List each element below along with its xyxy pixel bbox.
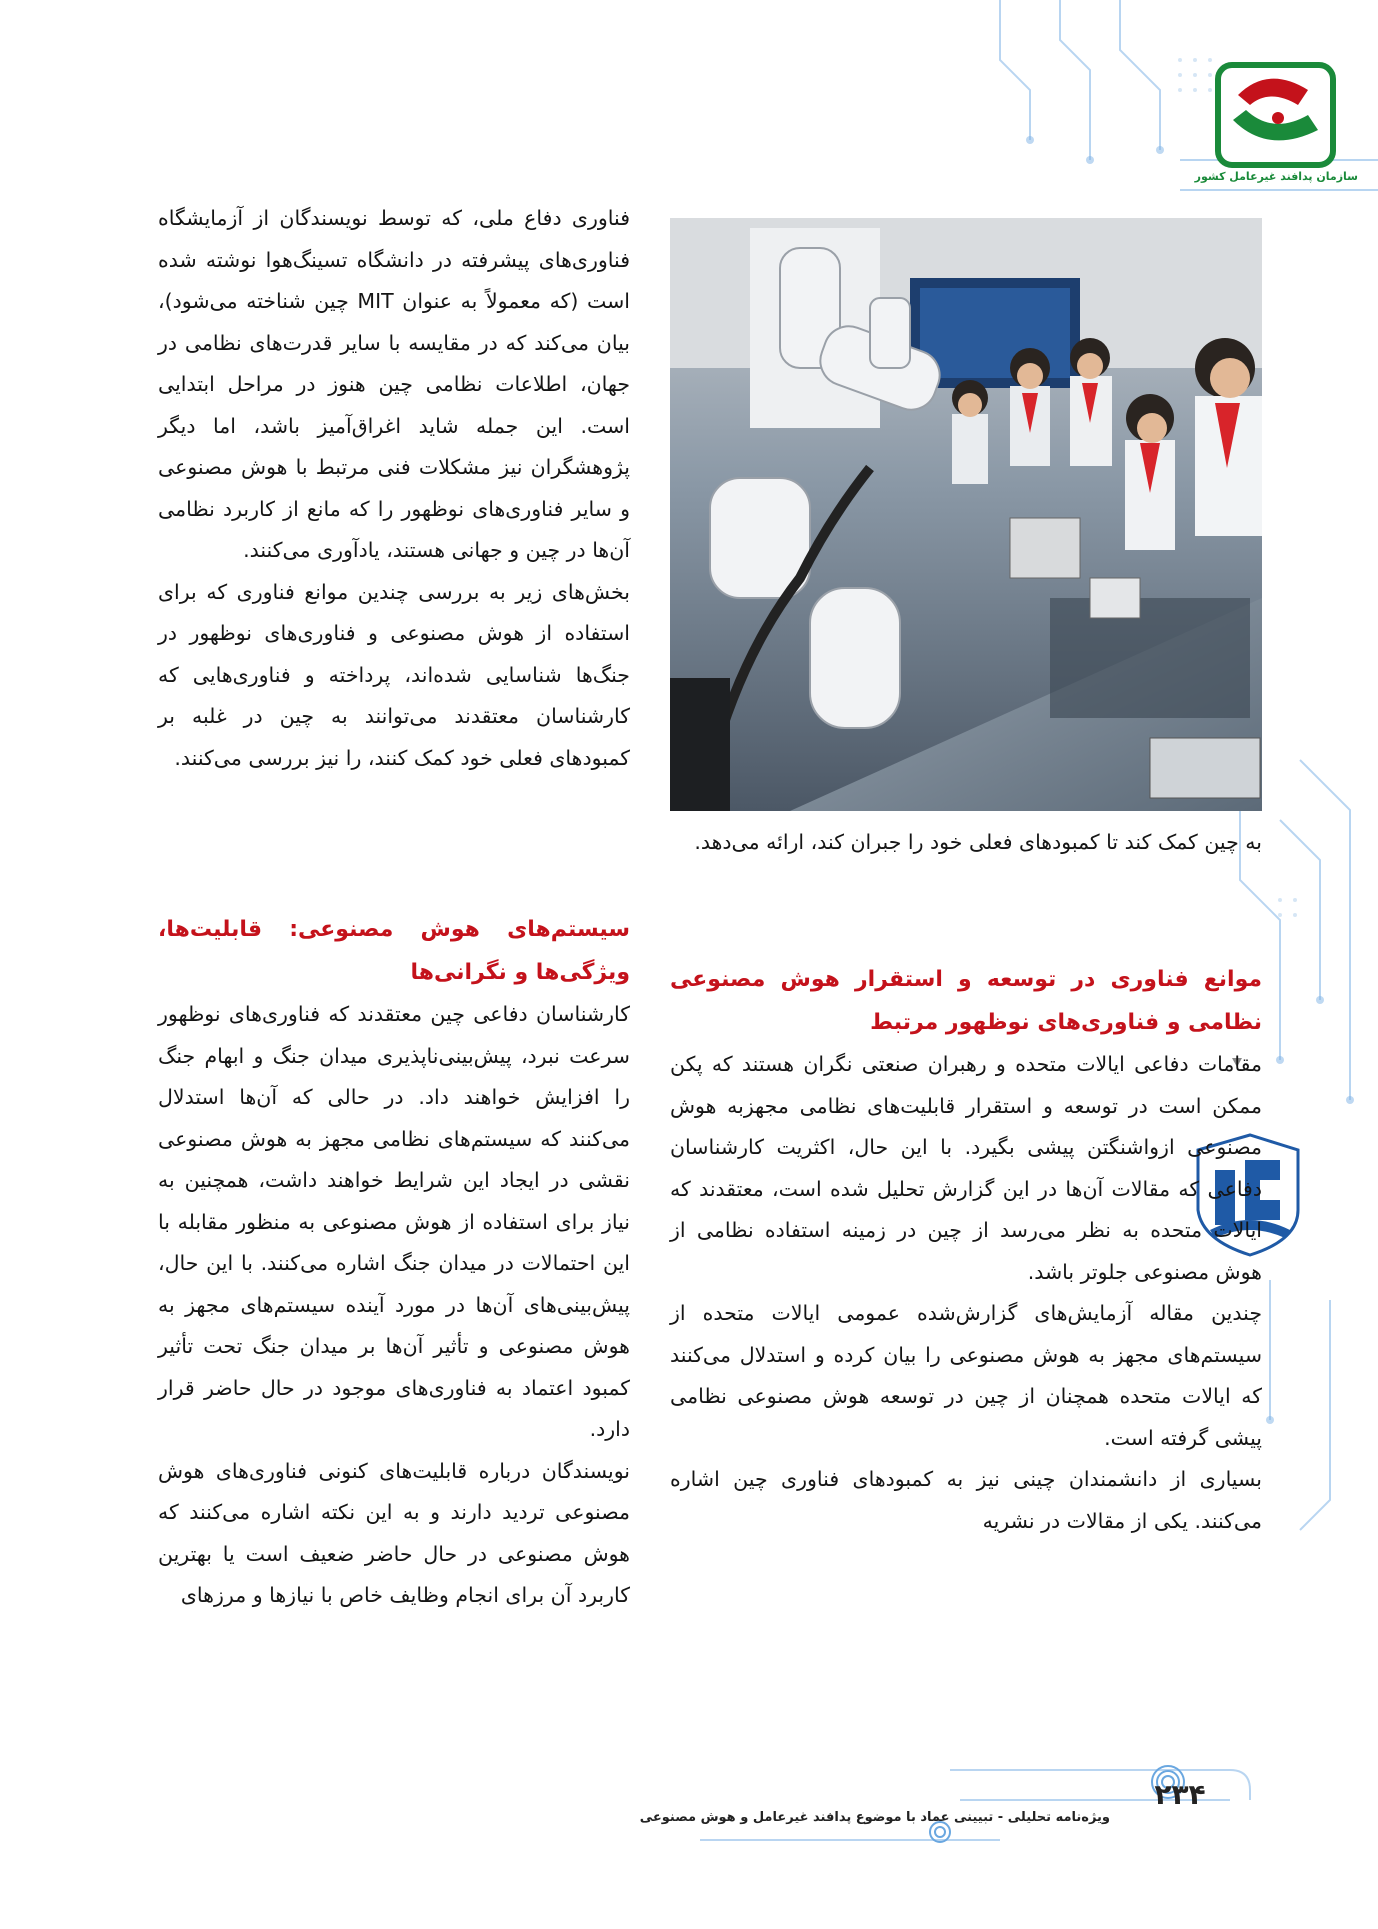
right-column (670, 958, 1262, 1542)
photo-caption (670, 822, 1262, 864)
section-heading-ai-systems: سیستم‌های هوش مصنوعی: قابلیت‌ها، ویژگی‌ها و نگرانی‌ها (158, 917, 630, 985)
section-heading-technology-barriers: موانع فناوری در توسعه و استقرار هوش مصنوعی نظامی و فناوری‌های نوظهور مرتبط (670, 967, 1262, 1035)
org-logo-text: سازمان پدافند غیرعامل کشور (1194, 170, 1358, 183)
right-paragraph-3: بسیاری از دانشمندان چینی نیز به کمبودهای فناوری چین اشاره می‌کنند. یکی از مقالات در نشریه (670, 1467, 1262, 1533)
left-paragraph-2: بخش‌های زیر به بررسی چندین موانع فناوری که برای استفاده از هوش مصنوعی و فناوری‌های نوظهور در جنگ‌ها شناسایی شده‌اند، پرداخته و فناوری‌هایی که کارشناسان معتقدند می‌توانند به چین در غلبه بر کمبودهای فعلی خود کمک کنند، را نیز بررسی می‌کنند. (158, 579, 630, 770)
right-paragraph-2: چندین مقاله آزمایش‌های گزارش‌شده عمومی ایالات متحده از سیستم‌های مجهز به هوش مصنوعی را بیان کرده و استدلال می‌کنند که ایالات متحده همچنان از چین در توسعه هوش مصنوعی نظامی پیشی گرفته است. (670, 1301, 1262, 1450)
caption-text: به چین کمک کند تا کمبودهای فعلی خود را جبران کند، ارائه می‌دهد. (694, 830, 1262, 854)
passive-defense-logo (1194, 60, 1358, 200)
left-column (158, 198, 630, 779)
left-paragraph-1: فناوری دفاع ملی، که توسط نویسندگان از آزمایشگاه فناوری‌های پیشرفته در دانشگاه تسینگ‌هوا نوشته شده است (که معمولاً به عنوان MIT چین شناخته می‌شود)، بیان می‌کند که در مقایسه با سایر قدرت‌های نظامی در جهان، اطلاعات نظامی چین هنوز در مراحل ابتدایی است. این جمله شاید اغراق‌آمیز باشد، اما دیگر پژوهشگران نیز مشکلات فنی مرتبط با هوش مصنوعی و سایر فناوری‌های نوظهور را که مانع از کاربرد نظامی آن‌ها در چین و جهانی هستند، یادآوری می‌کنند. (158, 206, 630, 562)
robot-exhibition-photo (670, 218, 1262, 811)
publication-title: ویژه‌نامه تحلیلی - تبیینی عماد با موضوع پدافند غیرعامل و هوش مصنوعی (639, 1810, 1110, 1825)
left-column-section (158, 908, 630, 1617)
right-paragraph-1: مقامات دفاعی ایالات متحده و رهبران صنعتی نگران هستند که پکن ممکن است در توسعه و استقرار قابلیت‌های نظامی مجهزبه هوش مصنوعی ازواشنگتن پیشی بگیرد. با این حال، اکثریت کارشناسان دفاعی که مقالات آن‌ها در این گزارش تحلیل شده است، معتقدند که ایالات متحده به نظر می‌رسد از چین در زمینه استفاده نظامی از هوش مصنوعی جلوتر باشد. (670, 1052, 1262, 1284)
left-paragraph-4: نویسندگان درباره قابلیت‌های کنونی فناوری‌های هوش مصنوعی تردید دارند و به این نکته اشاره می‌کنند که هوش مصنوعی در حال حاضر ضعیف است یا بهترین کاربرد آن برای انجام وظایف خاص با نیازها و مرزهای (158, 1458, 630, 1607)
page-number: ۲۳۴ (1154, 1778, 1206, 1811)
left-paragraph-3: کارشناسان دفاعی چین معتقدند که فناوری‌های نوظهور سرعت نبرد، پیش‌بینی‌ناپذیری میدان جنگ و ابهام جنگ را افزایش خواهند داد. در حالی که آن‌ها استدلال می‌کنند که سیستم‌های نظامی مجهز به هوش مصنوعی نقشی در ایجاد این شرایط خواهند داشت، همچنین به نیاز برای استفاده از هوش مصنوعی به منظور مقابله با این احتمالات در میدان جنگ اشاره می‌کنند. با این حال، پیش‌بینی‌های آن‌ها در مورد آینده سیستم‌های مجهز به هوش مصنوعی و تأثیر آن‌ها بر میدان جنگ تحت تأثیر کمبود اعتماد به فناوری‌های موجود در حال حاضر قرار دارد. (158, 1002, 630, 1441)
